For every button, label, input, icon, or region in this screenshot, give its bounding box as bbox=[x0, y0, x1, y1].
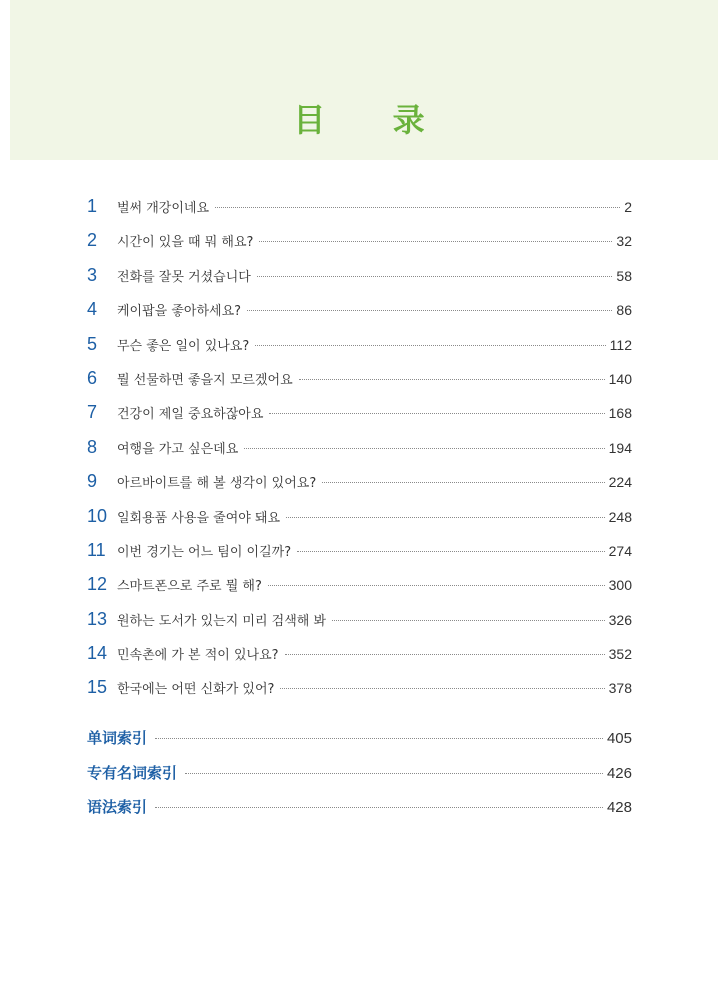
page-number: 140 bbox=[608, 370, 632, 387]
index-entry[interactable] bbox=[87, 762, 632, 797]
toc-entry[interactable] bbox=[87, 540, 632, 574]
toc-entry[interactable] bbox=[87, 643, 632, 677]
lesson-title: 벌써 개강이네요 bbox=[117, 201, 210, 216]
lesson-title: 일회용품 사용을 줄여야 돼요 bbox=[117, 510, 281, 526]
dot-leader bbox=[297, 550, 605, 552]
dot-leader bbox=[286, 516, 605, 518]
dot-leader bbox=[215, 206, 620, 208]
dot-leader bbox=[259, 240, 612, 242]
page-number: 274 bbox=[608, 542, 632, 559]
page-number: 352 bbox=[608, 646, 632, 663]
lesson-title: 무슨 좋은 일이 있나요? bbox=[117, 338, 250, 354]
page-number: 194 bbox=[608, 439, 632, 456]
dot-leader bbox=[280, 687, 604, 689]
page-number: 428 bbox=[606, 799, 632, 816]
lesson-title: 원하는 도서가 있는지 미리 검색해 봐 bbox=[117, 613, 327, 629]
dot-leader bbox=[155, 737, 603, 739]
page-number: 2 bbox=[624, 199, 632, 215]
lesson-title: 건강이 제일 중요하잖아요 bbox=[117, 407, 264, 423]
dot-leader bbox=[322, 481, 604, 483]
lesson-number: 12 bbox=[87, 574, 108, 595]
lesson-title: 케이팝을 좋아하세요? bbox=[117, 304, 242, 320]
toc-entry[interactable] bbox=[87, 677, 632, 711]
lesson-number: 1 bbox=[87, 196, 98, 216]
page-number: 224 bbox=[608, 474, 632, 491]
page-number: 326 bbox=[608, 611, 632, 628]
page-number: 248 bbox=[608, 508, 632, 525]
dot-leader bbox=[257, 275, 613, 277]
lesson-number: 10 bbox=[87, 505, 108, 526]
lesson-number: 5 bbox=[87, 333, 98, 354]
lesson-number: 11 bbox=[87, 539, 106, 560]
lesson-title: 전화를 잘못 거셨습니다 bbox=[117, 269, 251, 285]
dot-leader bbox=[285, 653, 605, 655]
toc-entry[interactable] bbox=[87, 506, 632, 540]
index-entry[interactable] bbox=[87, 727, 632, 762]
dot-leader bbox=[185, 772, 603, 774]
page-number: 86 bbox=[616, 302, 632, 319]
lesson-number: 15 bbox=[87, 677, 108, 698]
toc-entry[interactable] bbox=[87, 230, 632, 264]
table-of-contents bbox=[87, 196, 632, 712]
toc-entry[interactable] bbox=[87, 265, 632, 299]
toc-entry[interactable] bbox=[87, 402, 632, 436]
page-number: 426 bbox=[606, 764, 632, 782]
lesson-number: 14 bbox=[87, 643, 108, 664]
dot-leader bbox=[155, 806, 603, 808]
toc-entry[interactable] bbox=[87, 574, 632, 608]
index-list bbox=[87, 727, 632, 831]
lesson-title: 아르바이트를 해 볼 생각이 있어요? bbox=[117, 476, 317, 492]
lesson-number: 6 bbox=[87, 367, 98, 388]
dot-leader bbox=[247, 309, 612, 311]
lesson-number: 2 bbox=[87, 230, 98, 251]
lesson-number: 13 bbox=[87, 608, 108, 629]
lesson-title: 여행을 가고 싶은데요 bbox=[117, 441, 239, 457]
index-title: 单词索引 bbox=[87, 729, 148, 747]
toc-entry[interactable] bbox=[87, 196, 632, 230]
toc-entry[interactable] bbox=[87, 334, 632, 368]
toc-entry[interactable] bbox=[87, 437, 632, 471]
page-number: 168 bbox=[608, 405, 632, 422]
page-number: 32 bbox=[616, 233, 632, 250]
index-entry[interactable] bbox=[87, 796, 632, 831]
page-number: 378 bbox=[608, 680, 632, 697]
dot-leader bbox=[332, 619, 605, 621]
toc-entry[interactable] bbox=[87, 368, 632, 402]
lesson-number: 8 bbox=[87, 436, 98, 457]
page-number: 300 bbox=[608, 577, 632, 594]
dot-leader bbox=[244, 447, 604, 449]
toc-entry[interactable] bbox=[87, 471, 632, 505]
page-number: 58 bbox=[616, 267, 632, 284]
dot-leader bbox=[255, 344, 605, 346]
dot-leader bbox=[299, 378, 605, 380]
dot-leader bbox=[268, 584, 605, 586]
toc-entry[interactable] bbox=[87, 609, 632, 643]
page-number: 405 bbox=[606, 730, 632, 747]
dot-leader bbox=[269, 412, 604, 414]
page-title: 目 录 bbox=[293, 101, 453, 139]
index-title: 语法索引 bbox=[87, 798, 148, 816]
lesson-title: 이번 경기는 어느 팀이 이길까? bbox=[117, 544, 292, 560]
page-number: 112 bbox=[609, 336, 632, 353]
toc-entry[interactable] bbox=[87, 299, 632, 333]
lesson-title: 시간이 있을 때 뭐 해요? bbox=[117, 235, 254, 251]
lesson-title: 스마트폰으로 주로 뭘 해? bbox=[117, 579, 262, 595]
lesson-title: 민속촌에 가 본 적이 있나요? bbox=[117, 648, 279, 664]
lesson-number: 4 bbox=[87, 299, 98, 320]
lesson-title: 한국에는 어떤 신화가 있어? bbox=[117, 682, 275, 698]
lesson-number: 3 bbox=[87, 264, 98, 285]
lesson-number: 9 bbox=[87, 471, 98, 492]
index-title: 专有名词索引 bbox=[87, 763, 178, 782]
lesson-title: 뭘 선물하면 좋을지 모르겠어요 bbox=[117, 372, 293, 388]
lesson-number: 7 bbox=[87, 402, 98, 423]
